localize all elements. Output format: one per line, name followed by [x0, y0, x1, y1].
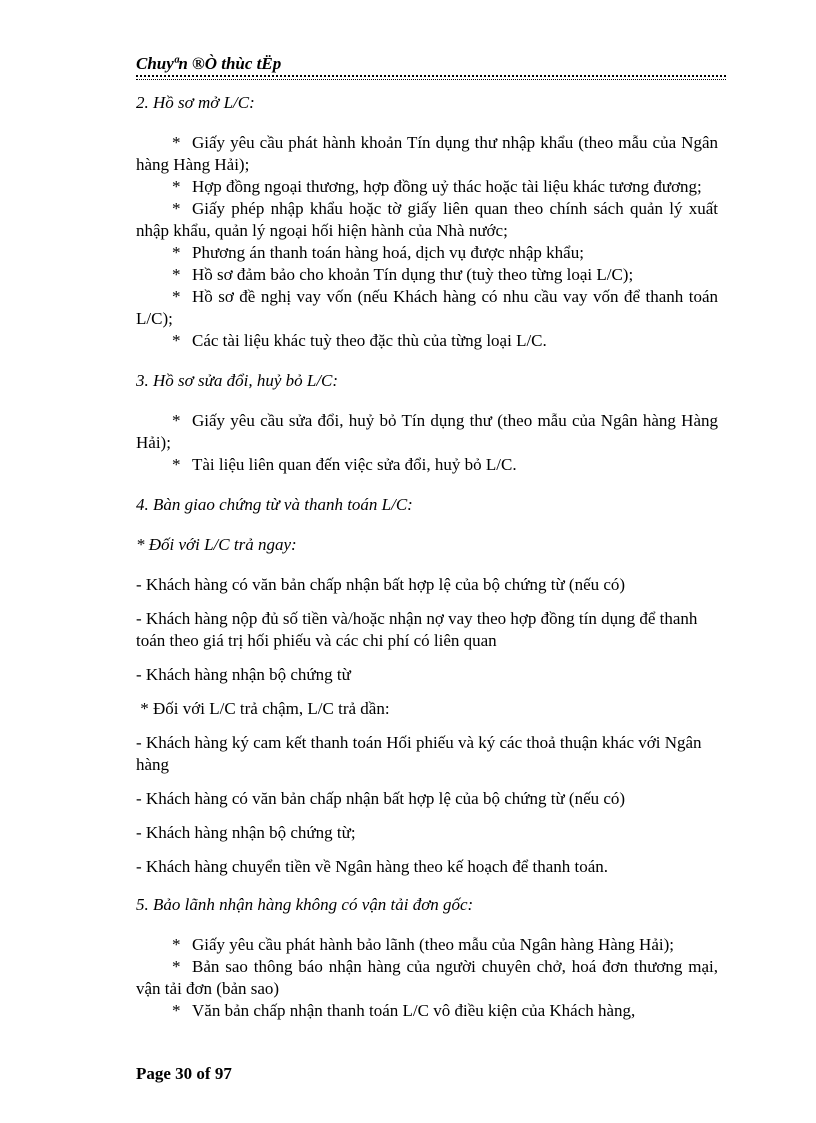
- paragraph: - Khách hàng ký cam kết thanh toán Hối phiếu và ký các thoả thuận khác với Ngân hàng: [136, 733, 702, 774]
- list-item: * Giấy yêu cầu sửa đổi, huỷ bỏ Tín dụng thư (theo mẫu của Ngân hàng Hàng Hải);: [136, 411, 718, 452]
- section-heading: 2. Hồ sơ mở L/C:: [136, 93, 255, 112]
- paragraph: - Khách hàng có văn bản chấp nhận bất hợp lệ của bộ chứng từ (nếu có): [136, 789, 626, 808]
- paragraph: - Khách hàng nhận bộ chứng từ: [136, 665, 351, 684]
- list-item: * Các tài liệu khác tuỳ theo đặc thù của từng loại L/C.: [136, 330, 718, 352]
- section-heading: 3. Hồ sơ sửa đổi, huỷ bỏ L/C:: [136, 371, 339, 390]
- paragraph: - Khách hàng chuyển tiền về Ngân hàng theo kế hoạch để thanh toán.: [136, 857, 609, 876]
- bullet-star: *: [172, 455, 181, 474]
- bullet-star: *: [172, 243, 181, 262]
- list-item: * Giấy phép nhập khẩu hoặc tờ giấy liên quan theo chính sách quản lý xuất nhập khẩu, quản lý ngoại hối hiện hành của Nhà nước;: [136, 199, 718, 240]
- bullet-star: *: [172, 935, 181, 954]
- list-item: * Văn bản chấp nhận thanh toán L/C vô điều kiện của Khách hàng,: [136, 1000, 718, 1022]
- header-divider: [136, 75, 726, 77]
- list-item: * Hồ sơ đảm bảo cho khoản Tín dụng thư (tuỳ theo từng loại L/C);: [136, 264, 718, 286]
- bullet-list: [136, 410, 718, 476]
- bullet-star: *: [172, 133, 181, 152]
- page-header-title: Chuyªn ®Ò thùc tËp: [136, 54, 282, 73]
- bullet-star: *: [172, 199, 181, 218]
- document-body: [136, 92, 718, 1040]
- list-item: * Hồ sơ đề nghị vay vốn (nếu Khách hàng có nhu cầu vay vốn để thanh toán L/C);: [136, 287, 718, 328]
- paragraph: - Khách hàng có văn bản chấp nhận bất hợp lệ của bộ chứng từ (nếu có): [136, 575, 626, 594]
- bullet-star: *: [172, 177, 181, 196]
- list-item: * Giấy yêu cầu phát hành bảo lãnh (theo mẫu của Ngân hàng Hàng Hải);: [136, 934, 718, 956]
- paragraph: - Khách hàng nhận bộ chứng từ;: [136, 823, 356, 842]
- bullet-star: *: [172, 957, 181, 976]
- paragraph: - Khách hàng nộp đủ số tiền và/hoặc nhận nợ vay theo hợp đồng tín dụng để thanh toán theo giá trị hối phiếu và các chi phí có liên quan: [136, 609, 698, 650]
- bullet-star: *: [172, 411, 181, 430]
- list-item: * Bản sao thông báo nhận hàng của người chuyên chở, hoá đơn thương mại, vận tải đơn (bản sao): [136, 957, 718, 998]
- bullet-star: *: [172, 1001, 181, 1020]
- subsection-heading: * Đối với L/C trả ngay:: [136, 535, 297, 554]
- list-item: * Giấy yêu cầu phát hành khoản Tín dụng thư nhập khẩu (theo mẫu của Ngân hàng Hàng Hải);: [136, 133, 718, 174]
- bullet-list: [136, 934, 718, 1022]
- bullet-list: [136, 132, 718, 352]
- bullet-star: *: [172, 287, 181, 306]
- subsection-heading: * Đối với L/C trả chậm, L/C trả dần:: [136, 699, 390, 718]
- list-item: * Hợp đồng ngoại thương, hợp đồng uỷ thác hoặc tài liệu khác tương đương;: [136, 176, 718, 198]
- header-divider-secondary: [136, 79, 726, 80]
- list-item: * Tài liệu liên quan đến việc sửa đổi, huỷ bỏ L/C.: [136, 454, 718, 476]
- page-number: Page 30 of 97: [136, 1064, 232, 1083]
- section-heading: 5. Bảo lãnh nhận hàng không có vận tải đơn gốc:: [136, 895, 474, 914]
- bullet-star: *: [172, 265, 181, 284]
- bullet-star: *: [172, 331, 181, 350]
- list-item: * Phương án thanh toán hàng hoá, dịch vụ được nhập khẩu;: [136, 242, 718, 264]
- section-heading: 4. Bàn giao chứng từ và thanh toán L/C:: [136, 495, 413, 514]
